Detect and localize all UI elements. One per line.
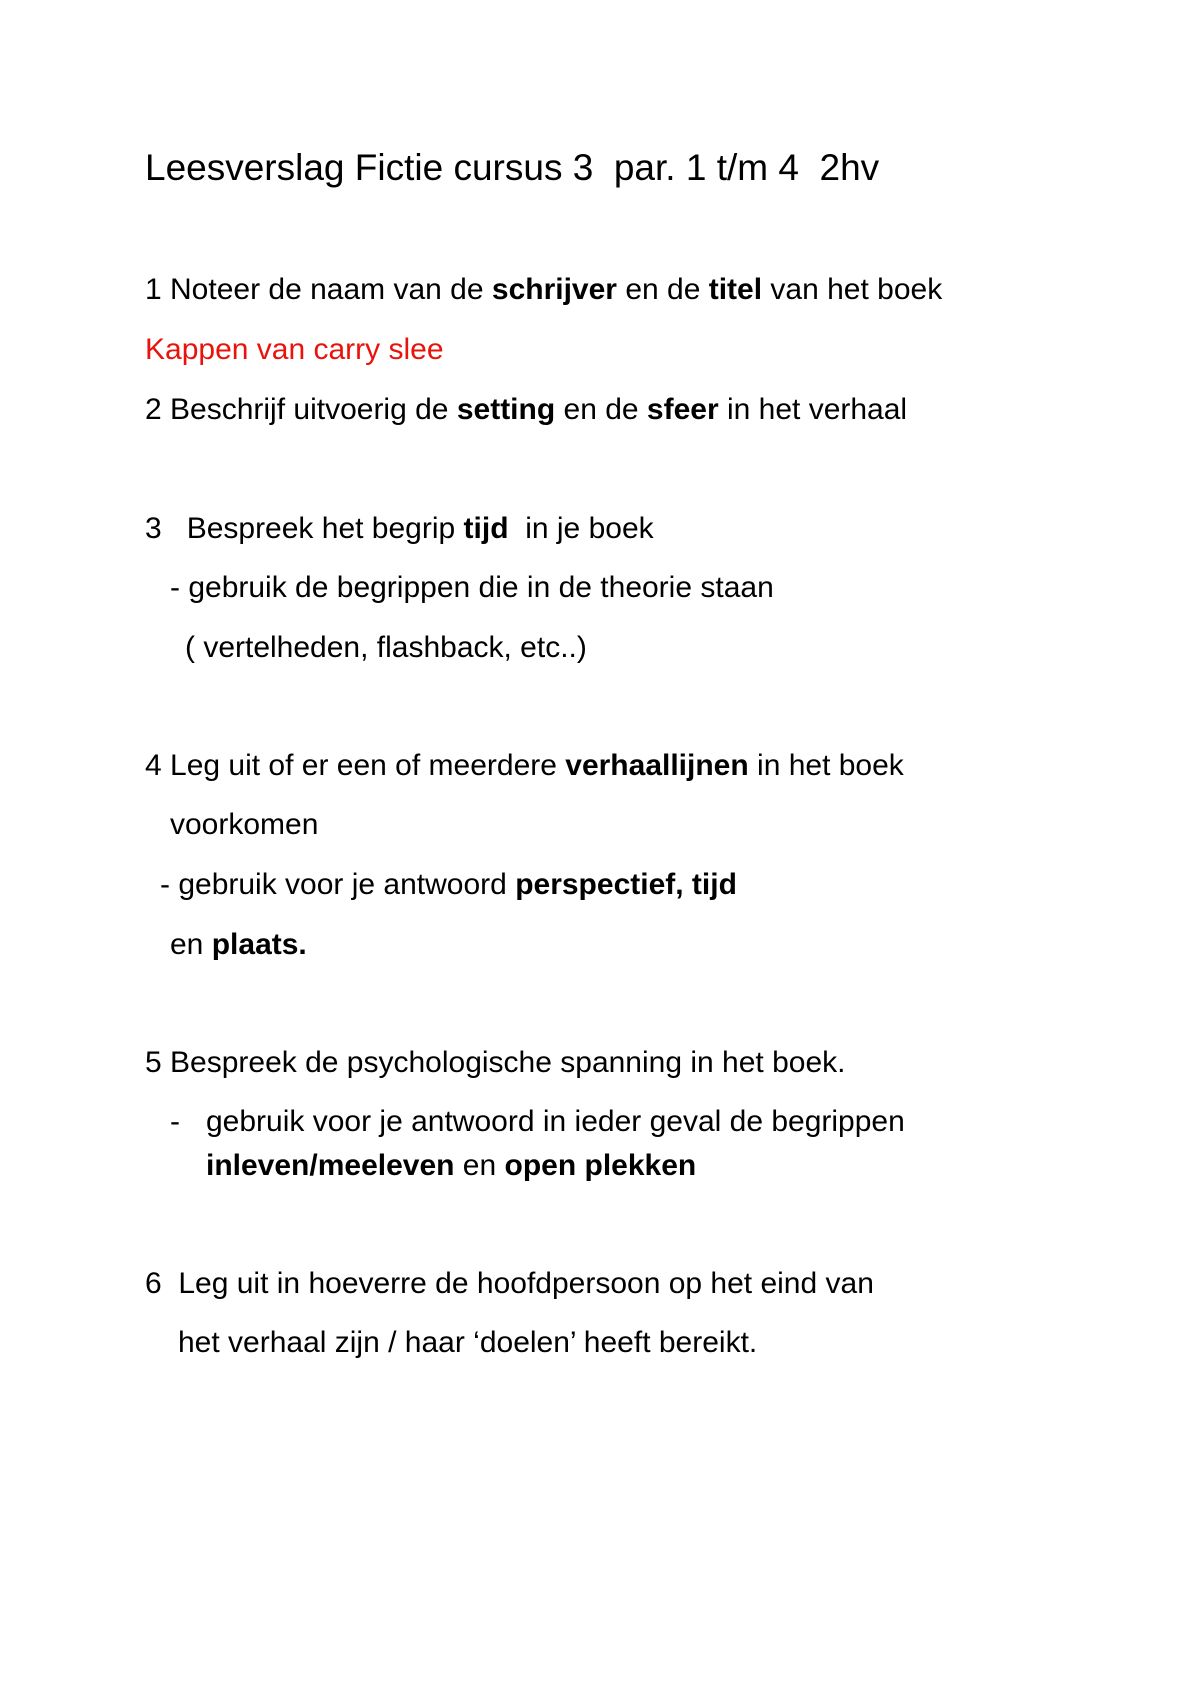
- question-3-line-3: ( vertelheden, flashback, etc..): [185, 631, 587, 664]
- q1-text-d: van het boek: [762, 273, 943, 306]
- q2-bold-sfeer: sfeer: [646, 393, 719, 426]
- q5-bold-open-plekken: open plekken: [504, 1149, 697, 1182]
- q4-bold-perspectief-tijd: perspectief, tijd: [515, 868, 737, 901]
- question-6-line-2: het verhaal zijn / haar ‘doelen’ heeft bereikt.: [178, 1326, 758, 1359]
- q3-text-a: 3 Bespreek het begrip: [145, 512, 464, 545]
- q2-text-a: 2 Beschrijf uitvoerig de: [145, 393, 457, 426]
- question-5-dash: -: [170, 1105, 180, 1138]
- question-5-line-3: [206, 1148, 696, 1184]
- question-1: [145, 272, 942, 308]
- question-4-line-3: [160, 867, 737, 903]
- question-2: [145, 392, 907, 428]
- q2-text-c: en de: [555, 393, 647, 426]
- q3-text-c: in je boek: [508, 512, 654, 545]
- q1-text-c: en de: [616, 273, 709, 306]
- question-4-line-4: [170, 927, 307, 963]
- question-3: [145, 511, 654, 547]
- q4-line4-text: en: [170, 928, 212, 961]
- q3-bold-tijd: tijd: [463, 512, 509, 545]
- q1-text-a: 1 Noteer de naam van de: [145, 273, 492, 306]
- q5-line3-text: en: [454, 1149, 505, 1182]
- q5-bold-inleven-meeleven: inleven/meeleven: [206, 1149, 455, 1182]
- question-5: 5 Bespreek de psychologische spanning in het boek.: [145, 1046, 846, 1079]
- document-title: Leesverslag Fictie cursus 3 par. 1 t/m 4 2hv: [145, 147, 880, 188]
- q4-line3-text: - gebruik voor je antwoord: [160, 868, 516, 901]
- question-4: [145, 748, 904, 784]
- question-5-line-2: gebruik voor je antwoord in ieder geval de begrippen: [206, 1105, 905, 1138]
- q4-text-a: 4 Leg uit of er een of meerdere: [145, 749, 566, 782]
- q1-bold-titel: titel: [708, 273, 763, 306]
- q4-bold-verhaallijnen: verhaallijnen: [565, 749, 749, 782]
- q2-bold-setting: setting: [456, 393, 556, 426]
- q2-text-d: in het verhaal: [718, 393, 908, 426]
- question-3-line-2: - gebruik de begrippen die in de theorie staan: [170, 571, 774, 604]
- q1-bold-schrijver: schrijver: [491, 273, 617, 306]
- answer-1: Kappen van carry slee: [145, 333, 444, 366]
- q4-bold-plaats: plaats.: [211, 928, 307, 961]
- question-6: 6 Leg uit in hoeverre de hoofdpersoon op het eind van: [145, 1267, 874, 1300]
- q4-text-c: in het boek: [748, 749, 904, 782]
- question-4-line-2: voorkomen: [170, 808, 319, 841]
